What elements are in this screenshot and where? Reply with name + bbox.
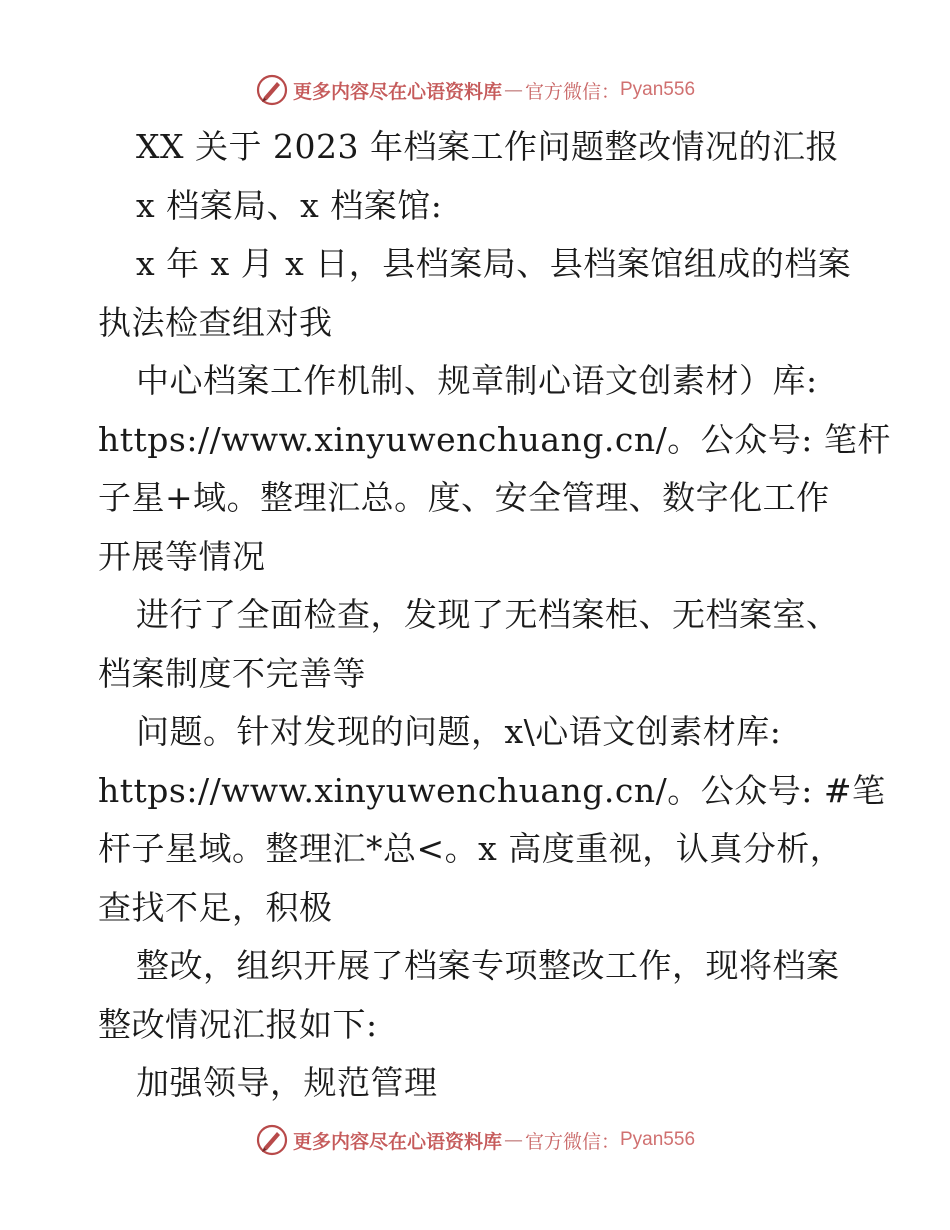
document-body — [98, 118, 891, 1113]
header-watermark — [0, 70, 950, 110]
paragraph-line: 整改，组织开展了档案专项整改工作，现将档案 — [136, 946, 840, 985]
pen-logo-icon — [255, 1123, 289, 1157]
watermark-wechat-id: Pyan556 — [620, 1129, 696, 1150]
paragraph-line: 子星+域。整理汇总。度、安全管理、数字化工作 — [98, 478, 830, 517]
watermark-wechat-id: Pyan556 — [620, 79, 696, 100]
paragraph-line: 问题。针对发现的问题，x\心语文创素材库: — [136, 712, 782, 751]
paragraph-line: 中心档案工作机制、规章制心语文创素材）库: — [136, 361, 818, 400]
pen-logo-icon — [255, 73, 289, 107]
watermark-dash: — — [503, 1129, 523, 1151]
paragraph-line: x 年 x 月 x 日，县档案局、县档案馆组成的档案 — [136, 244, 852, 283]
paragraph-line: 杆子星域。整理汇*总<。x 高度重视，认真分析， — [98, 829, 844, 868]
paragraph-line: https://www.xinyuwenchuang.cn/。公众号: 笔杆 — [98, 419, 891, 459]
document-recipient: x 档案局、x 档案馆: — [136, 185, 443, 225]
paragraph-line: 档案制度不完善等 — [98, 653, 366, 693]
watermark-official-label: 官方微信： — [524, 1130, 620, 1153]
document-title: XX 关于 2023 年档案工作问题整改情况的汇报 — [136, 127, 839, 166]
paragraph-line: 执法检查组对我 — [98, 302, 333, 342]
paragraph-line: 查找不足，积极 — [98, 887, 333, 927]
section-heading: 加强领导，规范管理 — [136, 1063, 438, 1102]
paragraph-line: 进行了全面检查，发现了无档案柜、无档案室、 — [136, 595, 840, 634]
paragraph-line: 整改情况汇报如下: — [98, 1004, 378, 1044]
watermark-dash: — — [503, 79, 523, 101]
watermark-official-label: 官方微信： — [524, 80, 620, 103]
paragraph-line: https://www.xinyuwenchuang.cn/。公众号: #笔 — [98, 770, 886, 810]
watermark-main-text: 更多内容尽在心语资料库 — [292, 1130, 502, 1153]
paragraph-line: 开展等情况 — [98, 536, 266, 576]
footer-watermark — [0, 1120, 950, 1160]
watermark-main-text: 更多内容尽在心语资料库 — [292, 80, 502, 103]
